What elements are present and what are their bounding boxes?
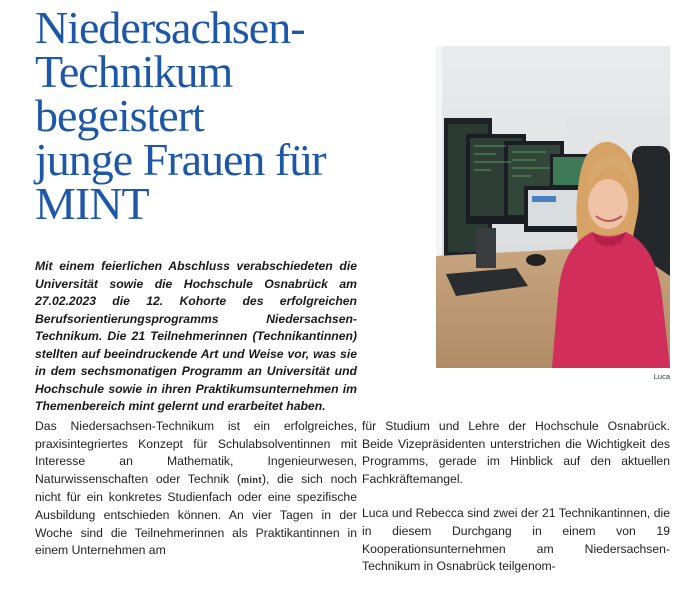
- headline-line: Niedersachsen-: [35, 2, 305, 53]
- photo-caption: Luca: [653, 372, 670, 381]
- headline-line: begeistert: [35, 90, 204, 141]
- article-photo: [436, 46, 670, 368]
- body-text: Das Niedersachsen-Technikum ist ein erfolgreiches, praxisintegriertes Konzept für Schulabsolventinnen mit Interesse an Mathematik, Ingenieurwesen, Naturwissenschaften oder Technik (: [35, 419, 357, 486]
- mint-acronym: mint: [240, 474, 262, 485]
- photo-illustration: [436, 46, 670, 368]
- headline-line: Technikum: [35, 46, 233, 97]
- body-column-left: [35, 418, 357, 577]
- body-paragraph: für Studium und Lehre der Hochschule Osnabrück. Beide Vizepräsidenten unterstrichen die Wichtigkeit des Programms, gerade im Hinblick auf den aktuellen Fachkräftemangel.: [362, 419, 670, 486]
- article-headline: [35, 2, 415, 229]
- body-column-right: [362, 418, 670, 593]
- headline-line: MINT: [35, 178, 149, 229]
- body-paragraph: [35, 418, 357, 560]
- body-text: ), die sich noch nicht für ein konkretes Studienfach oder eine spezifische Ausbildung entschieden können. An vier Tagen in der Woche sind die Teilnehmerinnen als Praktikantinnen in einem Unternehmen am: [35, 471, 357, 558]
- body-paragraph: Luca und Rebecca sind zwei der 21 Technikantinnen, die in diesem Durchgang in einem von 19 Kooperationsunternehmen am Niedersachsen-Technikum in Osnabrück teilgenom-: [362, 506, 670, 574]
- headline-line: junge Frauen für: [35, 134, 326, 185]
- lead-paragraph: Mit einem feierlichen Abschluss verabschiedeten die Universität sowie die Hochschule Osnabrück am 27.02.2023 die 12. Kohorte des erfolgreichen Berufsorientierungsprogramms Niedersachsen-Technikum. Die 21 Teilnehmerinnen (Technikantinnen) stellten auf beeindruckende Art und Weise vor, was sie in dem sechsmonatigen Programm an Universität und Hochschule sowie in ihren Praktikumsunternehmen im Themenbereich mint gelernt und erarbeitet haben.: [35, 259, 357, 413]
